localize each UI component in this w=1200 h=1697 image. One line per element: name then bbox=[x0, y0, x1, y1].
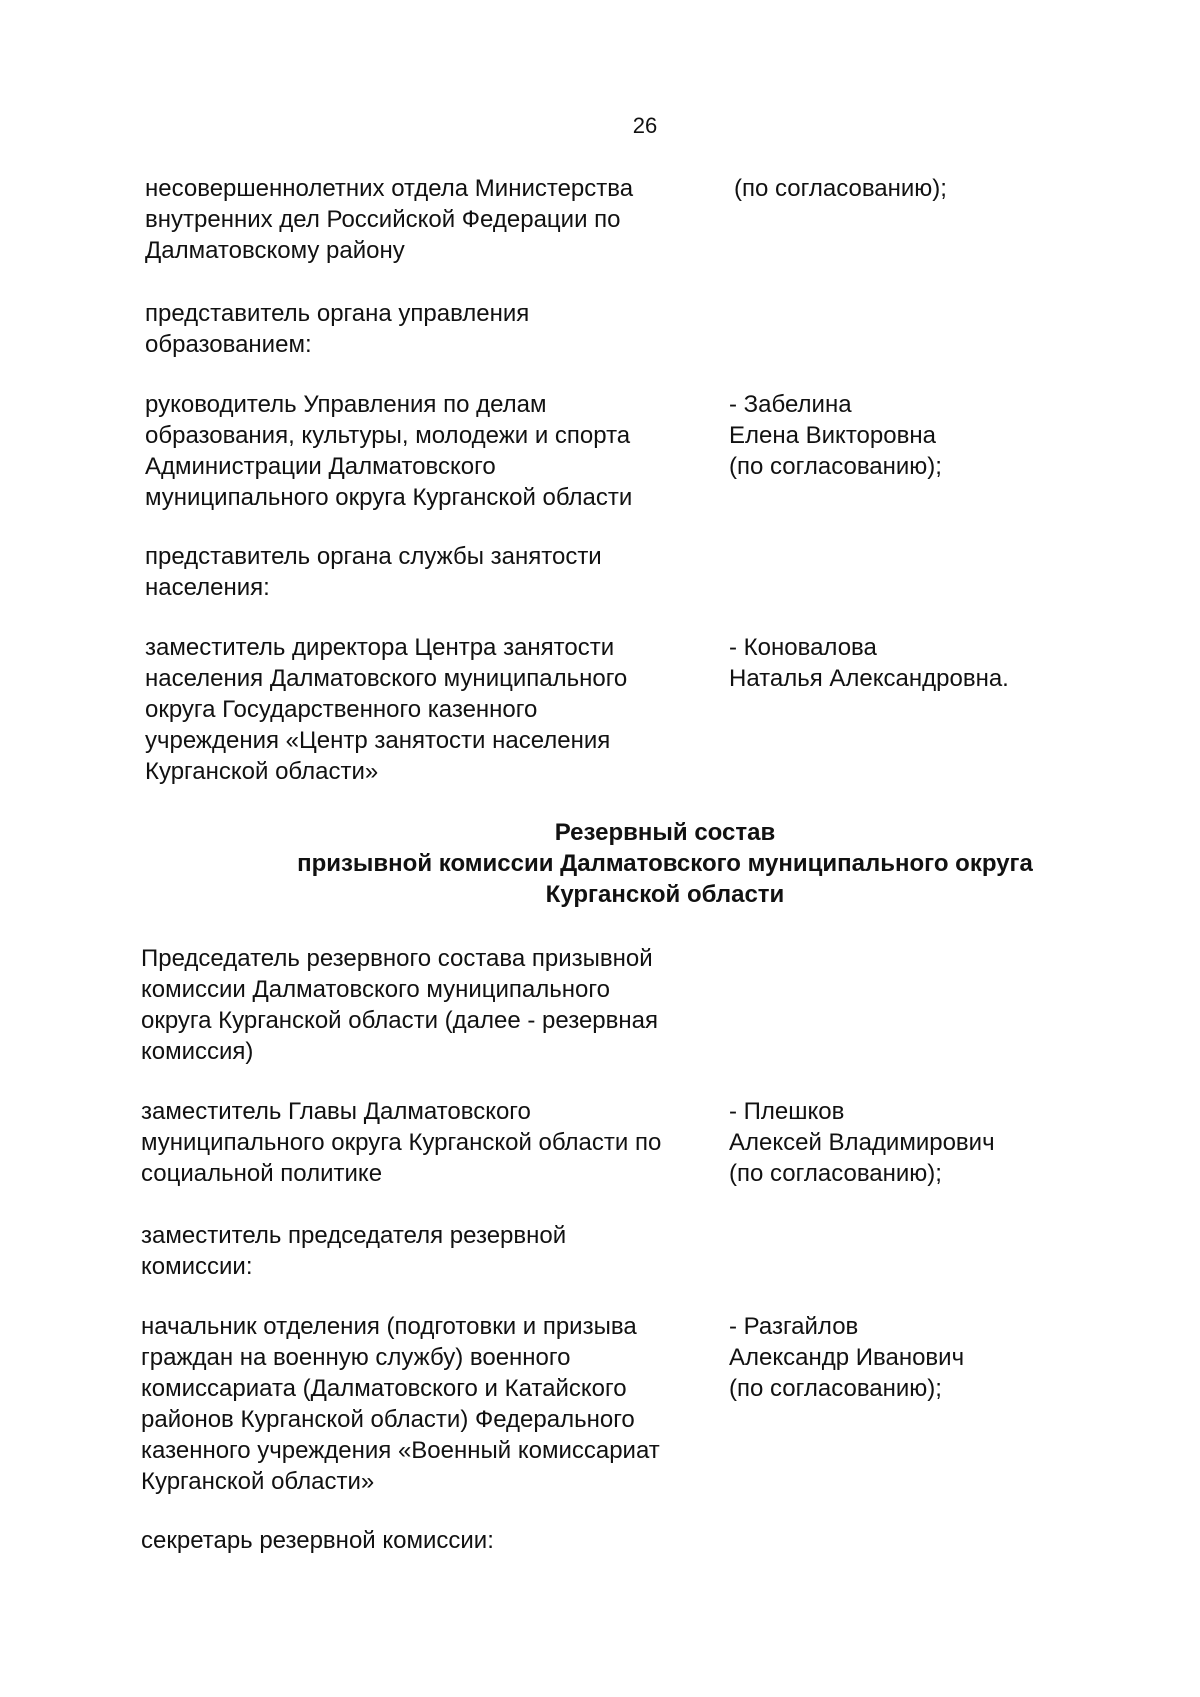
entry-role-education-representative: представитель органа управления образованием: bbox=[145, 300, 530, 358]
entry-position-education-head: руководитель Управления по делам образования, культуры, молодежи и спорта Администрации Далматовского муниципального округа Курганской области bbox=[145, 391, 633, 511]
entry-position-military-commissariat-head: начальник отделения (подготовки и призыва граждан на военную службу) военного комиссариата (Далматовского и Катайского районов Курганской области) Федерального казенного учреждения «Военный комиссариат Курганской области» bbox=[141, 1313, 660, 1495]
reserve-heading-line-2: призывной комиссии Далматовского муниципального округа bbox=[297, 850, 1033, 877]
entry-note-minors-department: (по согласованию); bbox=[734, 175, 947, 202]
reserve-heading bbox=[230, 817, 1100, 910]
entry-person-pleshkov: - Плешков Алексей Владимирович (по согласованию); bbox=[729, 1098, 995, 1187]
reserve-heading-line-3: Курганской области bbox=[545, 881, 785, 908]
entry-position-deputy-head-social: заместитель Главы Далматовского муниципального округа Курганской области по социальной политике bbox=[141, 1098, 662, 1187]
entry-person-konovalova: - Коновалова Наталья Александровна. bbox=[729, 634, 1009, 692]
reserve-heading-line-1: Резервный состав bbox=[554, 819, 776, 846]
entry-reserve-chairman-role: Председатель резервного состава призывной комиссии Далматовского муниципального округа Курганской области (далее - резервная комиссия) bbox=[141, 945, 658, 1065]
entry-person-razgailov: - Разгайлов Александр Иванович (по согласованию); bbox=[729, 1313, 965, 1402]
page-number: 26 bbox=[632, 113, 658, 138]
entry-role-reserve-deputy-chairman: заместитель председателя резервной комиссии: bbox=[141, 1222, 567, 1280]
entry-position-employment-deputy: заместитель директора Центра занятости населения Далматовского муниципального округа Государственного казенного учреждения «Центр занятости населения Курганской области» bbox=[145, 634, 628, 785]
entry-person-zabelina: - Забелина Елена Викторовна (по согласованию); bbox=[729, 391, 942, 480]
entry-role-employment-representative: представитель органа службы занятости населения: bbox=[145, 543, 602, 601]
entry-role-reserve-secretary: секретарь резервной комиссии: bbox=[141, 1527, 494, 1554]
entry-position-minors-department: несовершеннолетних отдела Министерства внутренних дел Российской Федерации по Далматовскому району bbox=[145, 175, 634, 264]
